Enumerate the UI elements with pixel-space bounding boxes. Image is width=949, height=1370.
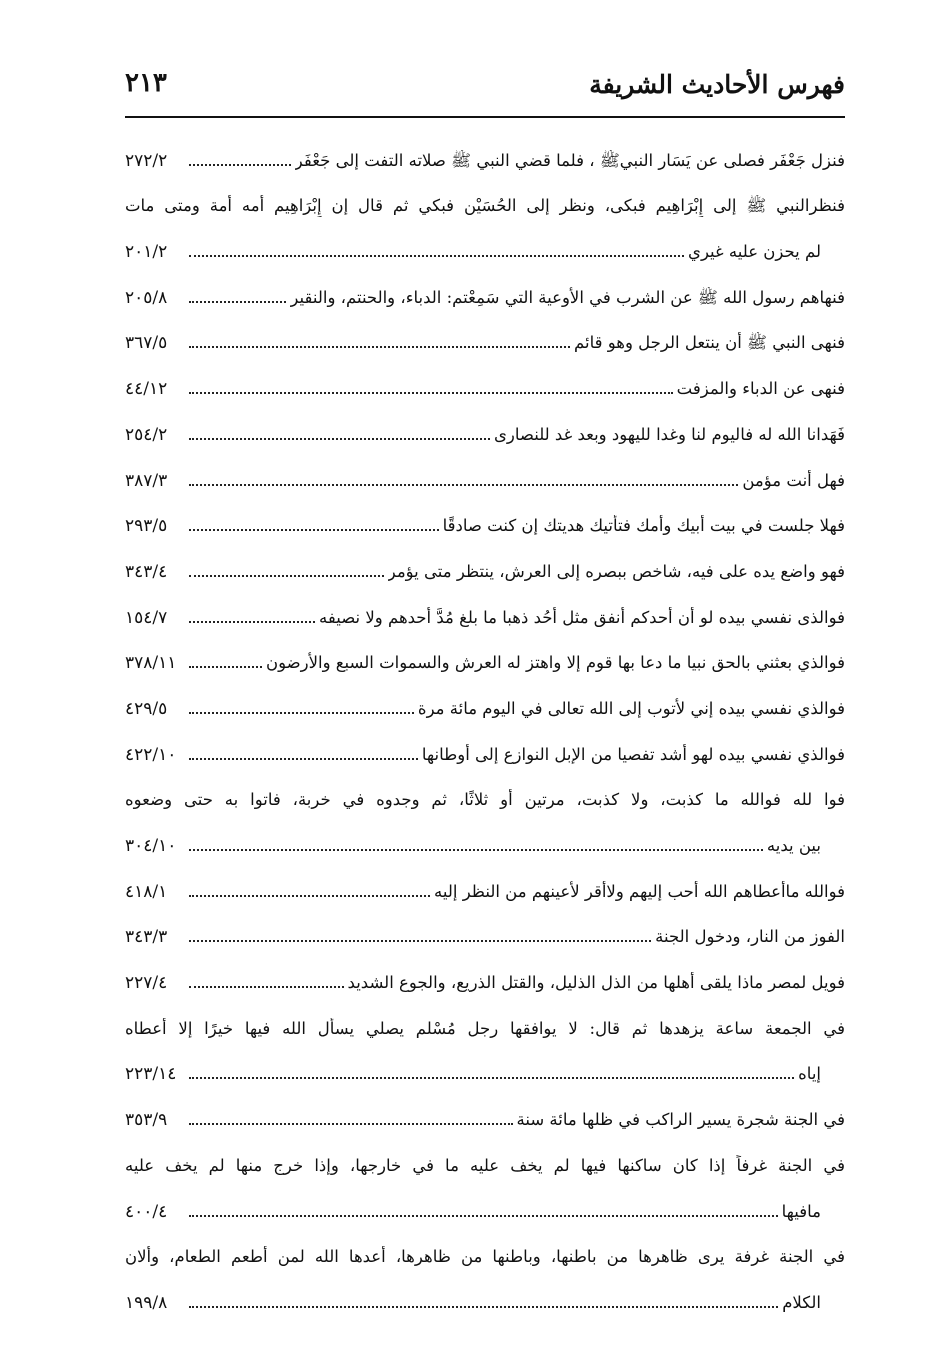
entry-text: لم يحزن عليه غيري bbox=[688, 242, 821, 262]
dot-leader bbox=[189, 392, 673, 394]
entry-line bbox=[125, 952, 845, 998]
entry-line bbox=[125, 633, 845, 679]
entry-line bbox=[125, 907, 845, 953]
entry-text: في الجنة شجرة يسير الراكب في ظلها مائة سنة bbox=[516, 1110, 845, 1130]
index-entry bbox=[125, 130, 845, 176]
dot-leader bbox=[189, 346, 570, 348]
entry-text: إياه bbox=[798, 1064, 821, 1084]
entry-line bbox=[125, 541, 845, 587]
dot-leader bbox=[189, 575, 384, 577]
entry-text: فوالذي بعثني بالحق نبيا ما دعا بها قوم إلا واهتز له العرش والسموات السبع والأرضون bbox=[265, 653, 845, 673]
entry-line bbox=[125, 450, 845, 496]
page-header bbox=[125, 60, 845, 118]
index-entry bbox=[125, 1227, 845, 1318]
dot-leader bbox=[189, 621, 315, 623]
volume-page-ref: ٣٧٨/١١ bbox=[125, 653, 177, 674]
entry-text: فوالذي نفسي بيده لهو أشد تفصيا من الإبل النوازع إلى أوطانها bbox=[421, 744, 845, 764]
dot-leader bbox=[189, 1123, 513, 1125]
volume-page-ref: ٣٦٧/٥ bbox=[125, 333, 168, 354]
dot-leader bbox=[189, 1306, 778, 1308]
entry-line bbox=[125, 496, 845, 542]
index-entry bbox=[125, 404, 845, 450]
entry-line bbox=[125, 1135, 845, 1181]
volume-page-ref: ١٩٩/٨ bbox=[125, 1292, 168, 1313]
index-entry bbox=[125, 678, 845, 724]
dot-leader bbox=[189, 712, 414, 714]
index-entry bbox=[125, 998, 845, 1089]
volume-page-ref: ٤٢٢/١٠ bbox=[125, 744, 177, 765]
index-entry bbox=[125, 587, 845, 633]
dot-leader bbox=[189, 758, 418, 760]
volume-page-ref: ٣٤٣/٣ bbox=[125, 927, 168, 948]
entry-line bbox=[125, 1227, 845, 1273]
entry-line bbox=[125, 313, 845, 359]
entry-line bbox=[125, 724, 845, 770]
dot-leader bbox=[189, 1215, 778, 1217]
entry-text: في الجنة غرفة يرى ظاهرها من باطنها، وباطنها من ظاهرها، أعدها الله لمن أطعم الطعام، وألان bbox=[125, 1247, 845, 1267]
entry-text: فهلا جلست في بيت أبيك وأمك فتأتيك هديتك إن كنت صادقًا bbox=[442, 516, 845, 536]
entry-line bbox=[125, 678, 845, 724]
index-entry bbox=[125, 358, 845, 404]
index-entry bbox=[125, 1089, 845, 1135]
entry-line bbox=[125, 587, 845, 633]
index-entry bbox=[125, 1135, 845, 1226]
index-entry bbox=[125, 861, 845, 907]
entry-text: فهل أنت مؤمن bbox=[742, 470, 845, 490]
dot-leader bbox=[189, 301, 286, 303]
entry-text: مافيها bbox=[781, 1201, 821, 1221]
volume-page-ref: ٣٤٣/٤ bbox=[125, 561, 168, 582]
dot-leader bbox=[189, 940, 651, 942]
volume-page-ref: ٢٧٢/٢ bbox=[125, 150, 168, 171]
entry-text: فوالله ماأعطاهم الله أحب إليهم ولاأقر لأعينهم من النظر إليه bbox=[434, 881, 845, 901]
entry-line bbox=[125, 404, 845, 450]
entry-line bbox=[125, 861, 845, 907]
entry-text: فوالذي نفسي بيده إني لأتوب إلى الله تعالى في اليوم مائة مرة bbox=[417, 698, 845, 718]
volume-page-ref: ٣٠٤/١٠ bbox=[125, 836, 177, 856]
entry-text: في الجنة غرفاً إذا كان ساكنها فيها لم يخف عليه ما في خارجها، وإذا خرج منها لم يخف عليه bbox=[125, 1155, 845, 1175]
dot-leader bbox=[189, 255, 684, 257]
index-entry bbox=[125, 313, 845, 359]
index-entry bbox=[125, 770, 845, 861]
volume-page-ref: ٤٠٠/٤ bbox=[125, 1201, 168, 1222]
volume-page-ref: ٢٢٣/١٤ bbox=[125, 1064, 177, 1085]
entry-text: فهو واضع يده على فيه، شاخص ببصره إلى العرش، ينتظر متى يؤمر bbox=[387, 561, 845, 581]
entry-text: فوا لله فوالله ما كذبت، ولا كذبت، مرتين أو ثلاثًا، ثم وجدوه في خربة، فاتوا به حتى وضعوه bbox=[125, 790, 845, 810]
entry-line bbox=[125, 130, 845, 176]
volume-page-ref: ٢٥٤/٢ bbox=[125, 424, 168, 445]
index-entry bbox=[125, 633, 845, 679]
entry-line bbox=[125, 358, 845, 404]
entry-text: فنزل جَعْفَر فصلى عن يَسَار النبيﷺ ، فلما قضي النبي ﷺ صلاته التفت إلى جَعْفَر bbox=[294, 150, 845, 170]
entry-line bbox=[125, 1181, 845, 1227]
hadith-index-list bbox=[125, 130, 845, 1318]
entry-text: فوالذى نفسي بيده لو أن أحدكم أنفق مثل أحُد ذهبا ما بلغ مُدَّ أحدهم ولا نصيفه bbox=[319, 607, 845, 627]
dot-leader bbox=[189, 484, 738, 486]
entry-text: بين يديه bbox=[766, 836, 821, 855]
entry-text: فويل لمصر ماذا يلقى أهلها من الذل الذليل، والقتل الذريع، والجوع الشديد bbox=[347, 973, 845, 993]
dot-leader bbox=[189, 1077, 794, 1079]
entry-line bbox=[125, 176, 845, 222]
page-number: ٢١٣ bbox=[125, 68, 167, 98]
volume-page-ref: ٤٢٩/٥ bbox=[125, 698, 168, 719]
entry-text: فنهى النبي ﷺ أن ينتعل الرجل وهو قائم bbox=[574, 333, 845, 353]
dot-leader bbox=[189, 529, 439, 531]
volume-page-ref: ١٥٤/٧ bbox=[125, 607, 168, 628]
entry-line bbox=[125, 770, 845, 816]
index-entry bbox=[125, 496, 845, 542]
entry-text: الفوز من النار، ودخول الجنة bbox=[655, 927, 845, 947]
volume-page-ref: ٢٩٣/٥ bbox=[125, 516, 168, 537]
dot-leader bbox=[189, 849, 763, 851]
entry-line bbox=[125, 1044, 845, 1090]
index-entry bbox=[125, 907, 845, 953]
entry-text: في الجمعة ساعة يزهدها ثم قال: لا يوافقها رجل مُسْلم يصلي يسأل الله فيها خيرًا إلا أعطاه bbox=[125, 1018, 845, 1038]
volume-page-ref: ٣٥٣/٩ bbox=[125, 1110, 168, 1131]
index-entry bbox=[125, 952, 845, 998]
index-page bbox=[125, 60, 845, 1318]
entry-line bbox=[125, 1089, 845, 1135]
entry-line bbox=[125, 267, 845, 313]
entry-line bbox=[125, 815, 845, 861]
index-entry bbox=[125, 176, 845, 267]
index-entry bbox=[125, 724, 845, 770]
volume-page-ref: ٣٨٧/٣ bbox=[125, 470, 168, 491]
volume-page-ref: ٢٠٥/٨ bbox=[125, 287, 168, 308]
dot-leader bbox=[189, 895, 430, 897]
dot-leader bbox=[189, 438, 490, 440]
entry-text: فنهاهم رسول الله ﷺ عن الشرب في الأوعية التي سَمِعْتم: الدباء، والحنتم، والنقير bbox=[290, 287, 845, 307]
index-entry bbox=[125, 541, 845, 587]
entry-line bbox=[125, 998, 845, 1044]
index-entry bbox=[125, 450, 845, 496]
volume-page-ref: ٤٤/١٢ bbox=[125, 379, 168, 400]
volume-page-ref: ٢٢٧/٤ bbox=[125, 973, 168, 994]
entry-text: فَهَدانا الله له فاليوم لنا وغدا لليهود وبعد غد للنصارى bbox=[494, 424, 845, 444]
dot-leader bbox=[189, 986, 344, 988]
dot-leader bbox=[189, 164, 291, 166]
volume-page-ref: ٢٠١/٢ bbox=[125, 242, 168, 263]
entry-text: فنظرالنبي ﷺ إلى إِبْرَاهِيم فبكى، ونظر إلى الحُسَيْن فبكي ثم قال إن إِبْرَاهِيم أمه أمة ومتى مات bbox=[125, 196, 845, 216]
page-title: فهرس الأحاديث الشريفة bbox=[589, 70, 845, 99]
entry-text: فنهى عن الدباء والمزفت bbox=[676, 379, 845, 399]
dot-leader bbox=[189, 666, 262, 668]
entry-text: الكلام bbox=[782, 1292, 821, 1312]
entry-line bbox=[125, 221, 845, 267]
entry-line bbox=[125, 1272, 845, 1318]
index-entry bbox=[125, 267, 845, 313]
volume-page-ref: ٤١٨/١ bbox=[125, 881, 168, 902]
